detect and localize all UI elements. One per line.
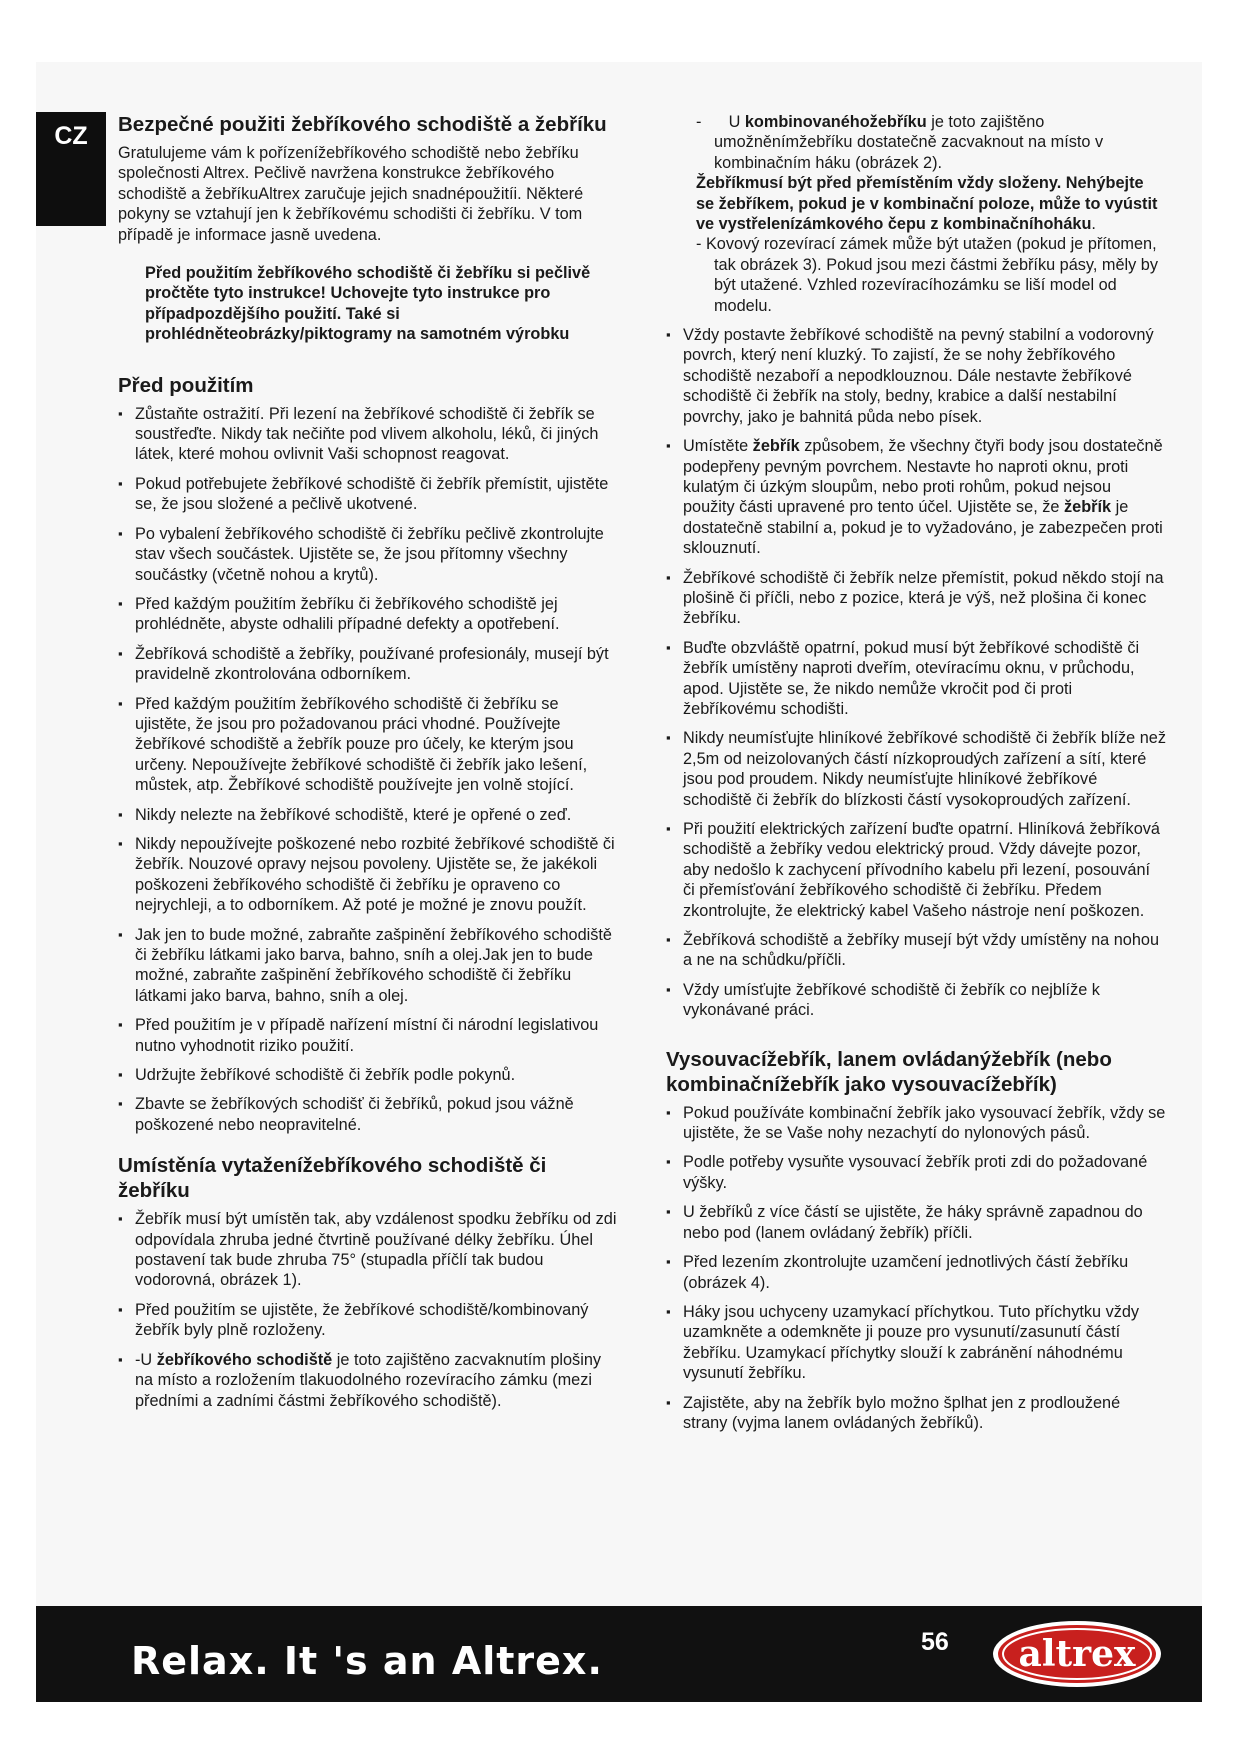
list-item: ▪ Před použitím se ujistěte, že žebříkové schodiště/kombinovaný žebřík byly plně rozloženy. [118,1300,618,1341]
slogan: Relax. It 's an Altrex. [131,1639,603,1683]
list-item: ▪ Podle potřeby vysuňte vysouvací žebřík proti zdi do požadované výšky. [666,1152,1166,1193]
bold-warning-dot: . [1091,215,1096,234]
metal-lock-note: - Kovový rozevírací zámek může být utažen (pokud je přítomen, tak obrázek 3). Pokud jsou mezi částmi žebříku pásy, měly by být utažené. Vzhled rozevíracíhozámku se liší model od modelu. [696,235,1158,315]
bold-warning-text: Žebříkmusí být před přemístěním vždy složeny. Nehýbejte se žebříkem, pokud je v kombinační poloze, může to vyústit ve vystřelenízámkového čepu z kombinačníhoháku [696,174,1158,234]
dash-prefix: -U [135,1350,157,1369]
item-mid: způsobem, že všechny čtyři body jsou dostatečně podepřeny pevným povrchem. Nestavte ho naproti oknu, proti kulatým či úzkým sloupům, nebo proti rohům, pokud nejsou použity části upravené pro tento účel. Ujistěte se, že [683,437,1163,517]
language-tab [36,112,106,226]
section-placement-title: Umístěnía vytaženížebříkového schodiště či žebříku [118,1154,547,1203]
left-column [118,112,618,1420]
list-item: ▪ Udržujte žebříkové schodiště či žebřík podle pokynů. [118,1065,618,1085]
item-rest: je dostatečně stabilní a, pokud je to vyžadováno, je zabezpečen proti sklouznutí. [683,498,1163,558]
list-item: ▪ Zajistěte, aby na žebřík bylo možno šplhat jen z prodloužené strany (vyjma lanem ovládaných žebříků). [666,1393,1166,1434]
list-item: ▪ Pokud potřebujete žebříkové schodiště či žebřík přemístit, ujistěte se, že jsou složené a pečlivě ukotvené. [118,474,618,515]
intro-paragraph: Gratulujeme vám k pořízenížebříkového schodiště nebo žebříku společnosti Altrex. Pečlivě navržena konstrukce žebříkového schodiště a žebříkuAltrex zaručuje jejich snadnépoužitíi. Některé pokyny se vztahují jen k žebříkovému schodišti či žebříku. V tom případě je informace jasně uvedena. [118,144,584,244]
list-item: ▪ Zbavte se žebříkových schodišť či žebříků, pokud jsou vážně poškozené nebo neopravitelné. [118,1094,618,1135]
item-bold: žebřík [1064,498,1112,517]
list-item: ▪ Nikdy neumísťujte hliníkové žebříkové schodiště či žebřík blíže než 2,5m od neizolovaných částí nízkoproudých zařízení a sítí, které jsou pod proudem. Nikdy neumísťujte hliníkové žebříkové schodiště či žebřík do blízkosti částí vysokoproudých zařízení. [666,728,1166,810]
footer-bar [36,1606,1202,1702]
list-item: ▪ Jak jen to bude možné, zabraňte zašpinění žebříkového schodiště či žebříku látkami jako barva, bahno, sníh a olej.Jak jen to bude možné, zabraňte zašpinění žebříkového schodiště či žebříku látkami jako barva, bahno, sníh a olej. [118,925,618,1007]
list-item: ▪ Nikdy nepoužívejte poškozené nebo rozbité žebříkové schodiště či žebřík. Nouzové opravy nejsou povoleny. Ujistěte se, že jakékoli poškozeni žebříkového schodiště či žebříku je opraveno co nejrychleji, a to odborníkem. Až poté je možné je znovu použít. [118,834,618,916]
list-item: ▪ U žebříků z více částí se ujistěte, že háky správně zapadnou do nebo pod (lanem ovládaný žebřík) příčli. [666,1202,1166,1243]
bold-warning [696,173,1166,234]
list-item: ▪ Žebříková schodiště a žebříky, používané profesionály, musejí být pravidelně zkontrolována odborníkem. [118,644,618,685]
logo-text: altrex [1018,1633,1136,1675]
list-item: ▪ Před každým použitím žebříku či žebříkového schodiště jej prohlédněte, abyste odhalili případné defekty a opotřebení. [118,594,618,635]
dash-rest: je toto zajištěno zacvaknutím plošiny na místo a rozložením tlakuodolného rozevíracího zámku (mezi předními a zadními částmi žebříkového schodiště). [135,1350,602,1410]
item-bold: žebřík [752,437,800,456]
section-extension-ladder-title: Vysouvacížebřík, lanem ovládanýžebřík (nebo kombinačnížebřík jako vysouvacížebřík) [666,1047,1112,1096]
placement-list-continued [666,325,1166,1021]
page-number: 56 [921,1628,949,1656]
combination-ladder-note [696,112,1166,173]
list-item: ▪ Vždy umísťujte žebříkové schodiště či žebřík co nejblíže k vykonávané práci. [666,980,1166,1021]
dash-bold: žebříkového schodiště [156,1350,333,1369]
list-item: ▪ Zůstaňte ostražití. Při lezení na žebříkové schodiště či žebřík se soustřeďte. Nikdy tak nečiňte pod vlivem alkoholu, léků, či jiných látek, které mohou ovlivnit Vaši schopnost reagovat. [118,404,618,465]
list-item: ▪ Pokud používáte kombinační žebřík jako vysouvací žebřík, vždy se ujistěte, že se Vaše nohy nezachytí do nylonových pásů. [666,1103,1166,1144]
list-item: ▪ Vždy postavte žebříkové schodiště na pevný stabilní a vodorovný povrch, který není kluzký. To zajistí, že se nohy žebříkového schodiště nezaboří a nepodklouznou. Dále nestavte žebříkové schodiště či žebřík na stoly, bedny, krabice a další nestabilní povrchy, jako je bahnitá půda nebo písek. [666,325,1166,427]
dash-bold: kombinovanéhožebříku [744,113,927,131]
placement-list [118,1209,618,1411]
list-item: ▪ Žebříková schodiště a žebříky musejí být vždy umístěny na nohou a ne na schůdku/příčli. [666,930,1166,971]
dash-prefix: - U [696,113,745,131]
altrex-logo [991,1619,1163,1689]
list-item-dash [118,1350,618,1411]
list-item: ▪ Buďte obzvláště opatrní, pokud musí být žebříkové schodiště či žebřík umístěny naproti dveřím, otevíracímu oknu, v průchodu, apod. Ujistěte se, že nikdo nemůže vkročit pod či proti žebříkovému schodišti. [666,638,1166,720]
before-use-list [118,404,618,1136]
main-title: Bezpečné použiti žebříkového schodiště a žebříku [118,113,607,136]
list-item: ▪ Žebřík musí být umístěn tak, aby vzdálenost spodku žebříku od zdi odpovídala zhruba jedné čtvrtině používané délky žebříku. Úhel postavení tak bude zhruba 75° (stupadla příčlí tak budou vodorovná, obrázek 1). [118,1209,618,1291]
dash-rest: je toto zajištěno umožněnímžebříku dostatečně zacvaknout na místo v kombinačním háku (obrázek 2). [714,113,1104,172]
section-before-use-title: Před použitím [118,373,254,397]
right-column [666,112,1166,1442]
list-item: ▪ Při použití elektrických zařízení buďte opatrní. Hliníková žebříková schodiště a žebříky vedou elektrický proud. Vždy dávejte pozor, aby nedošlo k zachycení přívodního kabelu při lezení, posouvání či přemísťování žebříkového schodiště či žebříku. Předem zkontrolujte, že elektrický kabel Vašeho nástroje není poškozen. [666,819,1166,921]
language-code: CZ [54,122,88,150]
list-item [666,436,1166,558]
list-item: ▪ Nikdy nelezte na žebříkové schodiště, které je opřené o zeď. [118,805,618,825]
list-item: ▪ Po vybalení žebříkového schodiště či žebříku pečlivě zkontrolujte stav všech součástek. Ujistěte se, že jsou přítomny všechny součástky (včetně nohou a krytů). [118,524,618,585]
list-item: ▪ Před lezením zkontrolujte uzamčení jednotlivých částí žebříku (obrázek 4). [666,1252,1166,1293]
extension-ladder-list [666,1103,1166,1434]
list-item: ▪ Před každým použitím žebříkového schodiště či žebříku se ujistěte, že jsou pro požadovanou práci vhodné. Používejte žebříkové schodiště a žebřík pouze pro účely, ke kterým jsou určeny. Nepoužívejte žebříkové schodiště či žebřík jako lešení, můstek, atp. Žebříkové schodiště používejte jen volně stojící. [118,694,618,796]
item-prefix: Umístěte [683,437,753,456]
read-instructions-warning: Před použitím žebříkového schodiště či žebříku si pečlivě pročtěte tyto instrukce! Uchovejte tyto instrukce pro případpozdějšího použití. Také si prohlédnětеobrázky/piktogramy na samotném výrobku [145,264,591,344]
list-item: ▪ Háky jsou uchyceny uzamykací příchytkou. Tuto příchytku vždy uzamkněte a odemkněte ji pouze pro vysunutí/zasunutí částí žebříku. Uzamykací příchytky slouží k zabránění náhodnému vysunutí žebříku. [666,1302,1166,1384]
list-item: ▪ Žebříkové schodiště či žebřík nelze přemístit, pokud někdo stojí na plošině či příčli, nebo z pozice, která je výš, než plošina či konec žebříku. [666,568,1166,629]
list-item: ▪ Před použitím je v případě nařízení místní či národní legislativou nutno vyhodnotit riziko použití. [118,1015,618,1056]
